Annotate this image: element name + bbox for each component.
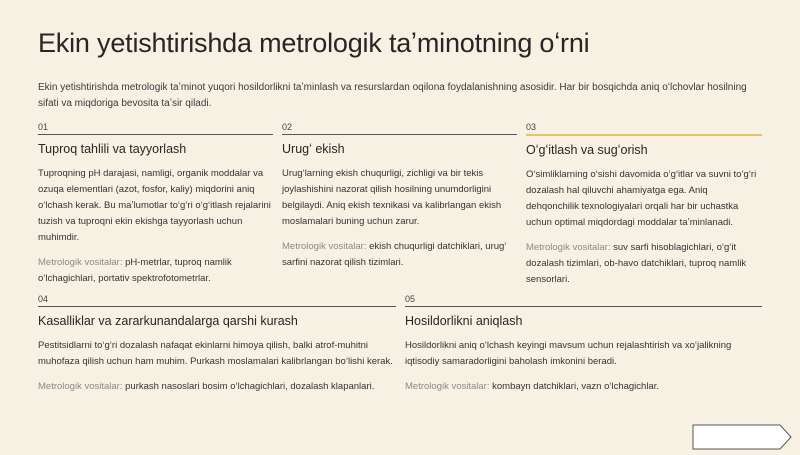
section-01 <box>38 122 273 287</box>
tools-label: Metrologik vositalar: <box>38 257 123 268</box>
section-tools <box>38 255 273 287</box>
tools-list: pH-metrlar, tuproq namlik oʻlchagichlari, portativ spektrofotometrlar. <box>38 257 232 284</box>
tools-list: ekish chuqurligi datchiklari, urugʻ sarfini nazorat qilish tizimlari. <box>282 241 507 268</box>
tools-list: kombayn datchiklari, vazn oʻlchagichlar. <box>489 381 659 392</box>
section-description: Tuproqning pH darajasi, namligi, organik moddalar va ozuqa elementlari (azot, fosfor, kaliy) miqdorini aniq oʻlchash kerak. Bu maʼlumotlar toʻgʻri oʻgʻitlash rejalarini tuzish va tuproqni ekin ekishga tayyorlash uchun muhimdir. <box>38 168 271 243</box>
section-05 <box>405 294 762 395</box>
tools-list: suv sarfi hisoblagichlari, oʻgʻit dozalash tizimlari, ob-havo datchiklari, tuproq namlik sensorlari. <box>526 242 747 285</box>
next-slide-button[interactable] <box>692 424 792 450</box>
section-number: 02 <box>282 122 517 135</box>
section-number: 05 <box>405 294 762 307</box>
section-title: Hosildorlikni aniqlash <box>405 314 523 328</box>
section-04 <box>38 294 396 395</box>
intro-text: Ekin yetishtirishda metrologik taʼminot yuqori hosildorlikni taʼminlash va resurslardan oqilona foydalanishning asosidir. Har bir bosqichda aniq oʻlchovlar hosilning sifati va miqdoriga bevosita taʼsir qiladi. <box>38 82 747 109</box>
tools-list: purkash nasoslari bosim oʻlchagichlari, dozalash klapanlari. <box>122 381 375 392</box>
page-title: Ekin yetishtirishda metrologik taʼminotning oʻrni <box>38 28 590 58</box>
section-description: Hosildorlikni aniq oʻlchash keyingi mavsum uchun rejalashtirish va xoʻjalikning iqtisodiy samaradorligini baholash imkonini beradi. <box>405 340 732 367</box>
section-description: Oʻsimliklarning oʻsishi davomida oʻgʻitlar va suvni toʻgʻri dozalash hal qiluvchi ahamiyatga ega. Aniq dehqonchilik texnologiyalari orqali har bir uchastka uchun optimal miqdordagi moddalar taʼminlanadi. <box>526 169 757 228</box>
section-tools <box>282 239 517 271</box>
section-number: 01 <box>38 122 273 135</box>
section-title: Urugʻ ekish <box>282 142 345 156</box>
section-tools <box>526 240 762 288</box>
section-number: 03 <box>526 122 762 136</box>
section-number: 04 <box>38 294 396 307</box>
section-tools <box>38 379 396 395</box>
section-title: Oʻgʻitlash va sugʻorish <box>526 143 648 157</box>
tools-label: Metrologik vositalar: <box>282 241 367 252</box>
section-title: Tuproq tahlili va tayyorlash <box>38 142 187 156</box>
section-tools <box>405 379 762 395</box>
section-03 <box>526 122 762 288</box>
tools-label: Metrologik vositalar: <box>38 381 123 392</box>
next-arrow-icon <box>692 424 792 450</box>
tools-label: Metrologik vositalar: <box>405 381 490 392</box>
tools-label: Metrologik vositalar: <box>526 242 611 253</box>
section-title: Kasalliklar va zararkunandalarga qarshi kurash <box>38 314 298 328</box>
section-02 <box>282 122 517 271</box>
section-description: Urugʻlarning ekish chuqurligi, zichligi va bir tekis joylashishini nazorat qilish hosilning unumdorligini belgilaydi. Aniq ekish texnikasi va kalibrlangan ekish moslamalari buning uchun zarur. <box>282 168 502 227</box>
section-description: Pestitsidlarni toʻgʻri dozalash nafaqat ekinlarni himoya qilish, balki atrof-muhitni muhofaza qilish uchun ham muhim. Purkash moslamalari kalibrlangan boʻlishi kerak. <box>38 340 393 367</box>
